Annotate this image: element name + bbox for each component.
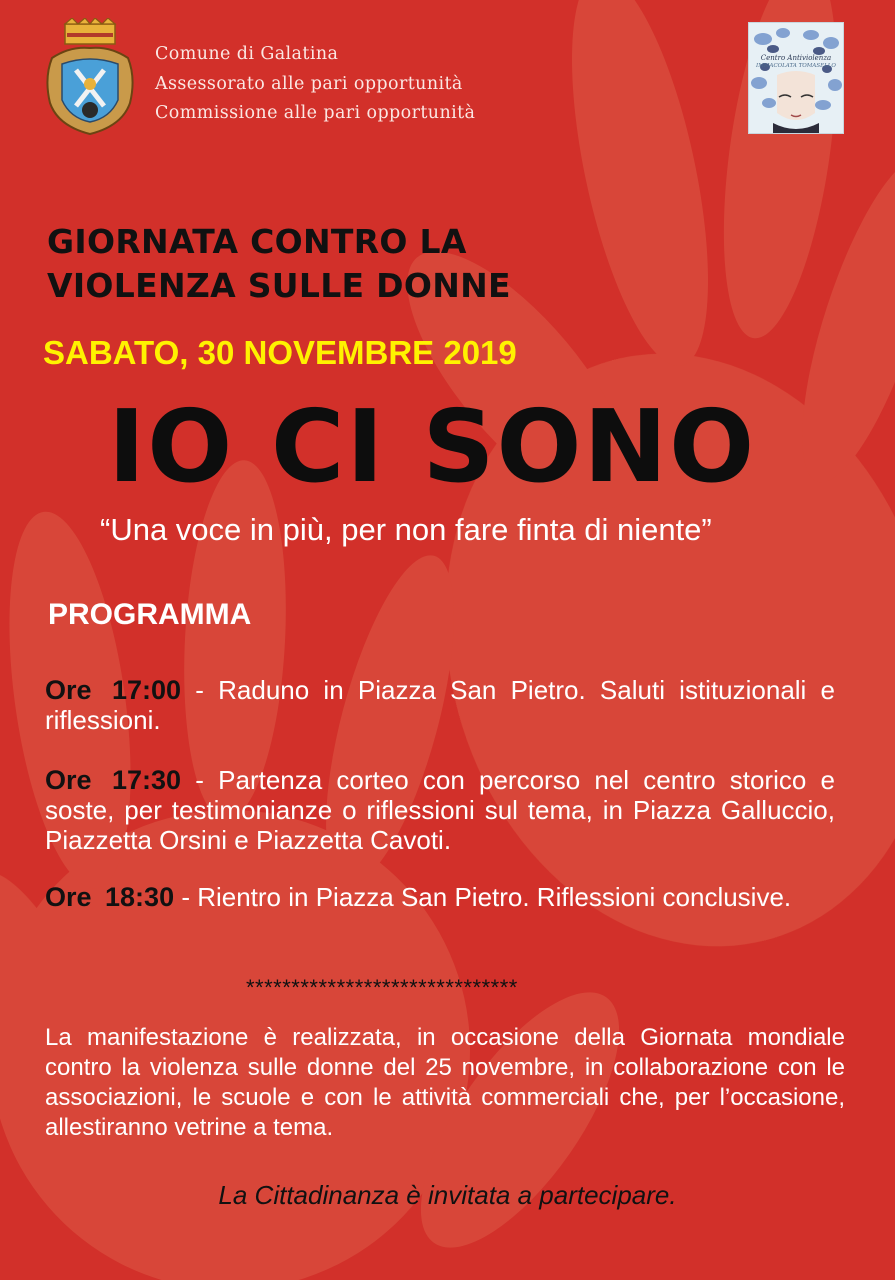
event-title-line: GIORNATA CONTRO LA — [47, 222, 467, 261]
partner-logo-title: Centro Antiviolenza — [760, 54, 832, 62]
program-item — [45, 765, 835, 855]
event-date: SABATO, 30 NOVEMBRE 2019 — [43, 334, 517, 371]
program-item-time: Ore 17:30 — [45, 765, 182, 795]
partner-logo — [748, 22, 844, 134]
program-item-text: - Raduno in Piazza San Pietro. Saluti istituzionali e riflessioni. — [45, 675, 836, 735]
organizer-list — [155, 40, 475, 129]
program-item-text: - Rientro in Piazza San Pietro. Riflessioni conclusive. — [174, 882, 792, 912]
event-note: La manifestazione è realizzata, in occasione della Giornata mondiale contro la violenza sulle donne del 25 novembre, in collaborazione con le associazioni, le scuole e con le attività commerciali che, per l’occasione, allestiranno vetrine a tema. — [45, 1024, 845, 1141]
program-heading: PROGRAMMA — [48, 598, 252, 631]
event-quote: “Una voce in più, per non fare finta di niente” — [100, 512, 712, 547]
galatina-crest-icon — [40, 18, 140, 138]
partner-logo-subtitle: IMMACOLATA TOMASELLO — [756, 63, 836, 69]
organizer-line: Comune di Galatina — [155, 44, 339, 64]
organizer-line: Commissione alle pari opportunità — [155, 103, 476, 123]
program-item-text: - Partenza corteo con percorso nel centro storico e soste, per testimonianze o riflessioni sul tema, in Piazza Galluccio, Piazzetta Orsini e Piazzetta Cavoti. — [45, 765, 835, 855]
program-item-time: Ore 18:30 — [45, 882, 175, 912]
butterfly-face-icon — [749, 23, 843, 133]
program-item — [45, 675, 835, 735]
separator-stars: ****************************** — [246, 975, 518, 1000]
program-item — [45, 882, 835, 912]
event-title-line: VIOLENZA SULLE DONNE — [47, 266, 511, 305]
event-headline: IO CI SONO — [108, 388, 757, 505]
event-title — [47, 220, 511, 308]
organizer-line: Assessorato alle pari opportunità — [155, 73, 463, 94]
invitation-line: La Cittadinanza è invitata a partecipare. — [218, 1180, 677, 1210]
program-item-time: Ore 17:00 — [45, 675, 182, 705]
